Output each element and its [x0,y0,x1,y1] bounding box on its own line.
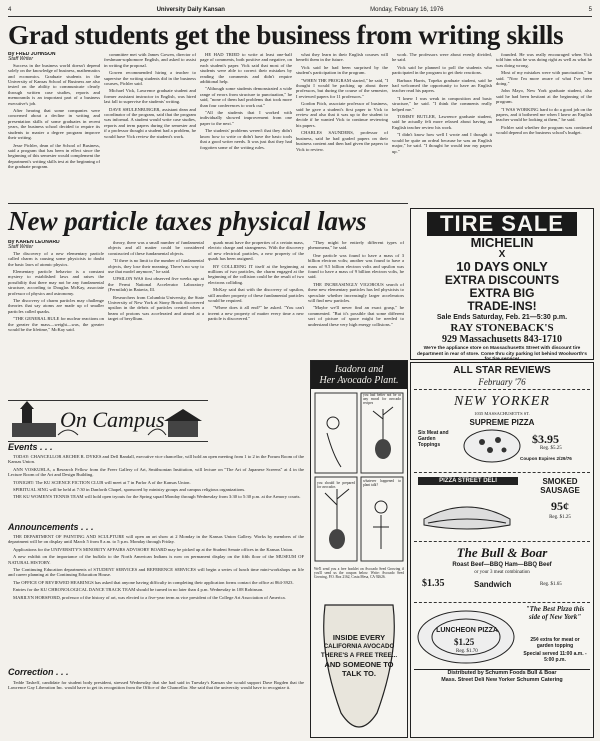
tire-brand: MICHELIN [470,235,534,250]
allstar-date: February '76 [478,377,526,387]
story2-paragraph: McKay said that with the discovery of upsilon, still another property of these fundamental particles would be required. [208,287,304,304]
story1-paragraph: Barbara Harris, Topeka graduate student, said he had welcomed the opportunity to have an English teacher read his papers. [392,77,492,94]
on-campus-title: On Campus [60,407,165,432]
coupon-expiry: Coupon Expires 2/29/76 [520,456,572,461]
story2-byline: By KAREN LEONARD [8,240,60,245]
story2-paragraph: One particle was found to have a mass of 3 billion electron volts; another was found to have a mass of 9.5 billion electron volts and upsilon was found to have a mass of 9 billion electron volts, he said. [308,252,404,280]
announcements-heading: Announcements . . . [8,522,94,532]
avocado-footer-note: We'll send you a free booklet on Avocado Seed Growing if you'll send us the coupon below. Write: Avocado Seed Growing, P.O. Box 2162, Costa Mesa, CA 92626. [314,567,404,579]
tire-store-address: 929 Massachusetts 843-1710 [442,334,562,345]
story1-column-6 [496,52,592,202]
announcement-item: THE DEPARTMENT OF PAINTING AND SCULPTURE will open an art show at 2 Monday in the Kansas Union Gallery. Works by members of the department will be on display until March 5 from 8 a.m. to 5 p.m. Monday through Friday. [8,534,304,545]
luncheon-price: $1.25 [454,637,475,647]
announcement-item: The Continuing Education departments of STUDENT SERVICES and REFERENCE SERVICES will begin a series of lunch time mini-workshops on life and career planning at the Continuing Education House. [8,567,304,578]
avocado-caption: whatever happened to plant talk? [363,479,401,487]
announcements-list [8,534,304,662]
story1-paragraph: Pichler said whether the program was continued would depend on the business school's budget. [496,124,592,136]
story1-paragraph: Most of my mistakes were with punctuation," he said. "Now I'm more aware of what I've been doing." [496,70,592,87]
story2-paragraph: Elementary particle behavior is a constant mystery to established laws and raises the possibility that there may not be any fundamental structure, according to Douglas McKay, associate professor of physics and astronomy. [8,269,104,296]
tire-store-blurb: We're the appliance store on Massachusetts Street with discount tire department in rear of store. Come thru city parking lot behind Woolworth's for tire service! [416,346,588,360]
bull-boar-sandwich: Sandwich [474,580,512,589]
distributor-footer: Mass. Street Deli New Yorker Schumm Catering [441,677,563,683]
story1-column-1 [8,52,100,202]
story2-column-1 [8,240,104,398]
new-yorker-address: 1035 MASSACHUSETTS ST. [474,411,530,416]
tire-promo-line: EXTRA DISCOUNTS [444,273,560,287]
story2-headline: New particle taxes physical laws [8,206,367,236]
announcement-item: MARILYN HORSFORD, professor of the history of art, was elected to a five-year term as vice president of the College Art Association of America. [13,594,286,600]
new-yorker-coupon [414,389,590,472]
bull-boar-combo: or your 3 meat combination [474,570,530,575]
luncheon-pizza-coupon [414,602,590,669]
bull-boar-coupon [414,541,590,602]
paper-name: University Daily Kansan [156,7,225,13]
luncheon-regular-price: Reg. $1.70 [456,649,478,654]
tire-model: X [498,249,506,260]
avocado-headline-line: THERE'S A FREE TREE... [320,652,398,659]
all-star-reviews-ad [410,362,594,738]
story1-paragraph: "I WAS WORKING hard to do a good job on the papers, and it bothered me when I knew an English teacher would be looking at them," he said. [496,106,592,123]
story1-paragraph: committee met with James Gowen, director of freshman-sophomore English, and asked to assist in writing the proposal. [104,52,196,68]
story2-paragraph: THE INCREASINGLY VIGOROUS search of these new elementary particles has led physicists to speculate whether increasingly larger accelerators will find new particles. [308,281,404,304]
avocado-title-line: Her Avocado Plant. [319,375,399,386]
on-campus-banner [8,400,208,442]
story1-paragraph: Vick said he planned to poll the students who participated in the program to get their reactions. [392,64,492,76]
story2-paragraph: "Where does it all end?" he asked. "You can't invent a new property of matter every time a new particle is discovered." [208,305,304,322]
story2-paragraph: UPSILON WAS first observed five weeks ago at the Fermi National Accelerator Laboratory (Fermilab) in Batavia, Ill. [108,276,204,293]
story1-paragraph: Michael Vick, Lawrence graduate student and former assistant instructor in English, was hired last fall to supervise the students' writing. [104,88,196,105]
avocado-headline-line: INSIDE EVERY [332,633,386,642]
story1-column-4 [296,52,388,202]
event-item: SPIRITUAL SING will be held at 7:30 in Danforth Chapel, sponsored by ministry groups and campus religious organizations. [13,487,246,493]
story1-paragraph: "Although some students demonstrated a wide range of errors from structure to punctuation," he said, "none of them had problems that took more than four conferences to work out." [200,86,292,108]
story1-paragraph: The students' problems weren't that they didn't know how to write or didn't have the basic tools that a good writer needs. It was just that they had forgotten some of the writing rules. [200,128,292,150]
story1-byline-title: Staff Writer [8,56,34,63]
avocado-ad-title [311,361,407,389]
story1-paragraph: Jesse Pichler, dean of the School of Business, said a program that has been in effect since the beginning of this semester would complement the department's writing skills test at the beginning of the graduate program. [8,142,100,170]
sausage-regular-price: Reg. $1.25 [549,515,571,520]
avocado-title-line: Isadora and [334,364,384,375]
events-heading: Events . . . [8,442,53,452]
sandwich-illustration [420,489,514,537]
pizza-street-deli-logo: PIZZA STREET DELI [418,477,518,485]
story1-paragraph: TOMMY BUTLER, Lawrence graduate student, said he actually felt more relaxed about having an English teacher review his work. [392,114,492,130]
correction-paragraph: Tedde Tasheff, candidate for student body president, stressed Wednesday that she had said in Tuesday's Kansan she would support Dave Bogden that the Lawrence Gay Liberation Inc. would have to get its recognition from the Office of the Chancellor. She said that the university would have to recognize it. [8,680,304,691]
story2-paragraph: BY COLLIDING IT itself at the beginning at millions of two particles, the charm engaged at the beginning of the collision could be the result of two electrons colliding. [208,263,304,285]
announcement-item: A new exhibit on the importance of the buffalo to the North American Indians is now on permanent display on the fifth floor of the MUSEUM OF NATURAL HISTORY. [8,554,304,565]
story1-paragraph: "All the students that I worked with individually showed improvement from one paper to the next." [200,110,292,126]
special-hours: Special served 11:00 a.m. - 5:00 p.m. [523,651,587,663]
story1-paragraph: "I knew I was weak in composition and basic structure," he said. "I think the comments really helped me." [392,95,492,112]
story1-paragraph: Success in the business world doesn't depend solely on the knowledge of business, mathematics and economics. Graduate students in the University of Kansas School of Business are also tested on the ability to communicate clearly through written case studies, reports and memoranda is an important part of a business executive's job. [8,62,100,106]
tire-store-name: RAY STONEBACK'S [450,322,554,334]
story2-column-4 [308,240,404,356]
announcement-item: Applications for the UNIVERSITY'S MINORITY AFFAIRS ADVISORY BOARD may be picked up at the Student Senate offices in the Kansas Union. [13,546,294,552]
correction-heading: Correction . . . [8,667,69,677]
avocado-headline-line: CALIFORNIA AVOCADO [323,643,395,650]
issue-date: Monday, February 16, 1976 [370,7,444,13]
story2-column-2 [108,240,204,398]
story1-paragraph: "I didn't know how well I wrote and I thought it would be quite an ordeal because he was an English major," he said. "I thought he would tear my papers up." [392,132,492,154]
supreme-pizza: SUPREME PIZZA [469,418,535,427]
avocado-bottom [311,593,407,738]
avocado-headline-line: AND SOMEONE TO [324,660,394,669]
pizza-street-deli-coupon [414,472,590,541]
supreme-price: $3.95 [532,432,559,446]
correction-text [8,680,304,736]
story2-paragraph: The discovery of charm particles may challenge theories that say atoms are made up of smaller particles called quarks. [8,298,104,314]
story2-paragraph: quark must have the properties of a certain mass, electric charge and strangeness. With the discovery of new electrical particles, a new property of the quark has been assigned. [208,240,304,262]
supreme-toppings: Six Meat and Garden Toppings [418,430,449,448]
tire-sale-ends: Sale Ends Saturday, Feb. 21—5:30 p.m. [436,314,568,321]
story2-paragraph: The discovery of a new elementary particle called charm is causing some physicists to doubt the basic laws of atomic physics. [8,250,104,267]
story-divider [8,203,408,204]
event-item: TODAY: CHANCELLOR ARCHIE R. DYKES and Dell Randall, executive vice chancellor, will hold an open meeting from 1 to 2 in the Forum Room of the Kansas Union. [8,454,304,465]
tire-sale-title: TIRE SALE [427,212,577,236]
story1-paragraph: DAVE SHULENBURGER, assistant dean and coordinator of the program, said that the program was informal. A student would write case studies, reports and term papers during the semester and if a professor thought a student had a problem, he would have Vick review the student's work. [104,106,196,139]
story1-paragraph: "WHEN THE PROGRAM started," he said, "I thought I would be packing up about three professors, but during the course of the semester, I reviewed papers for 11 professors." [296,77,388,99]
page-header [8,4,592,17]
new-yorker-logo: NEW YORKER [454,394,550,409]
avocado-headline-line: TALK TO. [342,669,376,678]
story1-paragraph: what they learn in their English courses will benefit them in the future. [296,52,388,63]
story2-paragraph: theory, there was a small number of fundamental objects and all matter could be considered constructed of these fundamental objects. [108,240,204,256]
supreme-regular-price: Reg. $5.25 [540,446,562,451]
story1-paragraph: founded. He was really encouraged when Vick told him what he was doing right as well as what he was doing wrong. [496,52,592,68]
distributor-line: Distributed by Schumm Foods Bull & Boar [414,669,590,677]
sausage-price: 95¢ [551,499,569,513]
story1-paragraph: Gowen recommended hiring a teacher to supervise the writing students did in the business courses, Pichler said. [104,70,196,87]
bull-boar-logo: The Bull & Boar [456,545,548,560]
topping-note: 25¢ extra for meat or garden topping [530,637,580,649]
avocado-ad [310,360,408,738]
story2-paragraph: Researchers from Columbia University, the State University of New York at Stony Brook discovered upsilon in the debris of particles created when a beam of protons was accelerated and aimed at a target of beryllium. [108,294,204,322]
story1-paragraph: HE HAD TRIED to write at least one-half page of comments, both positive and negative, on each student's paper. Vick said that most of the students were able to correct their mistakes by reading the comments and didn't require additional help. [200,52,292,85]
page-number-left: 4 [8,7,12,13]
story1-paragraph: CHARLES SAUNDERS, professor of business, said he had graded papers on their business content and then had given the papers to Vick to review. [296,130,388,152]
tire-sale-ad [410,208,594,360]
avocado-caption: you had better not be in any mood for avocado recipes [363,393,401,405]
page-number-right: 5 [588,7,592,13]
story2-paragraph: "Maybe we'll never find an exact grasp," he commented. "But it's possible that some different sort of picture of space might be needed to understand these very high energy collisions." [308,305,404,327]
luncheon-pizza-label: LUNCHEON PIZZA [436,627,498,634]
story1-paragraph: Vick said he had been surprised by the student's participation in the program. [296,64,388,76]
bull-boar-meats: Roast Beef—BBQ Ham—BBQ Beef [452,562,552,568]
events-list [8,454,304,520]
story1-paragraph: work. The professors were about evenly divided, he said. [392,52,492,63]
allstar-title: ALL STAR REVIEWS [453,365,551,376]
tire-promo-line: 10 DAYS ONLY [456,259,548,274]
event-item: THE KU WOMEN'S TENNIS TEAM will hold open tryouts for the Spring squad Monday through Wednesday from 3:30 to 5:30 p.m. at the Armory courts. [13,494,301,500]
avocado-headline [319,633,399,678]
story1-column-2 [104,52,196,202]
story1-column-5 [392,52,492,202]
story2-byline-title: Staff Writer [8,244,34,251]
tire-promo-line: TRADE-INS! [467,299,537,313]
story2-paragraph: "They might be entirely different types of phenomena," he said. [308,240,404,251]
story2-column-3 [208,240,304,356]
story1-paragraph: Gordon Fitch, associate professor of business, said he gave a student's first paper to Vick to review and also that it was up to the student to decide if he wanted Vick to continue reviewing his papers. [296,101,388,128]
announcement-item: The OFFICE OF REVIEWED HEARINGS has asked that anyone having difficulty in completing their application forms contact the office at 864-3923. [13,579,294,585]
luncheon-pizza-plate [416,607,516,665]
avocado-caption: you should be prepared for avocados [317,481,355,489]
story2-paragraph: "THE GENERAL RULE for nuclear reactions on the greater the mass—weight—was, the greater would be the lifetime," McKay said. [8,316,104,333]
story1-paragraph: John Mayo, New York graduate student, also said he had been hesitant at the beginning of the program. [496,88,592,105]
bull-boar-regular-price: Reg. $1.65 [540,582,562,587]
smoked-sausage: SMOKED SAUSAGE [540,477,580,495]
event-item: TONIGHT: The KU SCIENCE FICTION CLUB will meet at 7 in Parlor A of the Kansas Union. [13,479,191,485]
announcement-item: Entries for the KU CHRONOLOGICAL DANCE TRACK TEAM should be turned in no later than 4 p.m. Wednesday in 108 Robinson. [13,587,264,593]
best-pizza-slogan: "The Best Pizza this side of New York" [525,605,585,621]
tire-promo-line: EXTRA BIG [469,286,535,300]
story1-byline: By FRED JOHNSON [8,52,56,57]
story1-column-3 [200,52,292,202]
bull-boar-price: $1.35 [422,578,445,589]
pizza-illustration [462,428,522,464]
event-item: ANN VOSKUHLA, a Research Fellow from the Freer Gallery of Art, Smithsonian Institution, will lecture on "The Art of Japanese Screens" at 4 in the Lecture Room of the Art and Design Building. [8,466,304,478]
story1-headline: Grad students get the business from writing skills [8,20,564,50]
story2-paragraph: "If there is no limit to the number of fundamental objects, they lose their meaning. There's no way to use that model anymore," he said. [108,258,204,275]
story1-paragraph: After hearing that some companies were concerned about a decline in writing and presentation skills of some graduates in recent years, the business school decided to require its students to master a degree program improve their writing. [8,108,100,141]
